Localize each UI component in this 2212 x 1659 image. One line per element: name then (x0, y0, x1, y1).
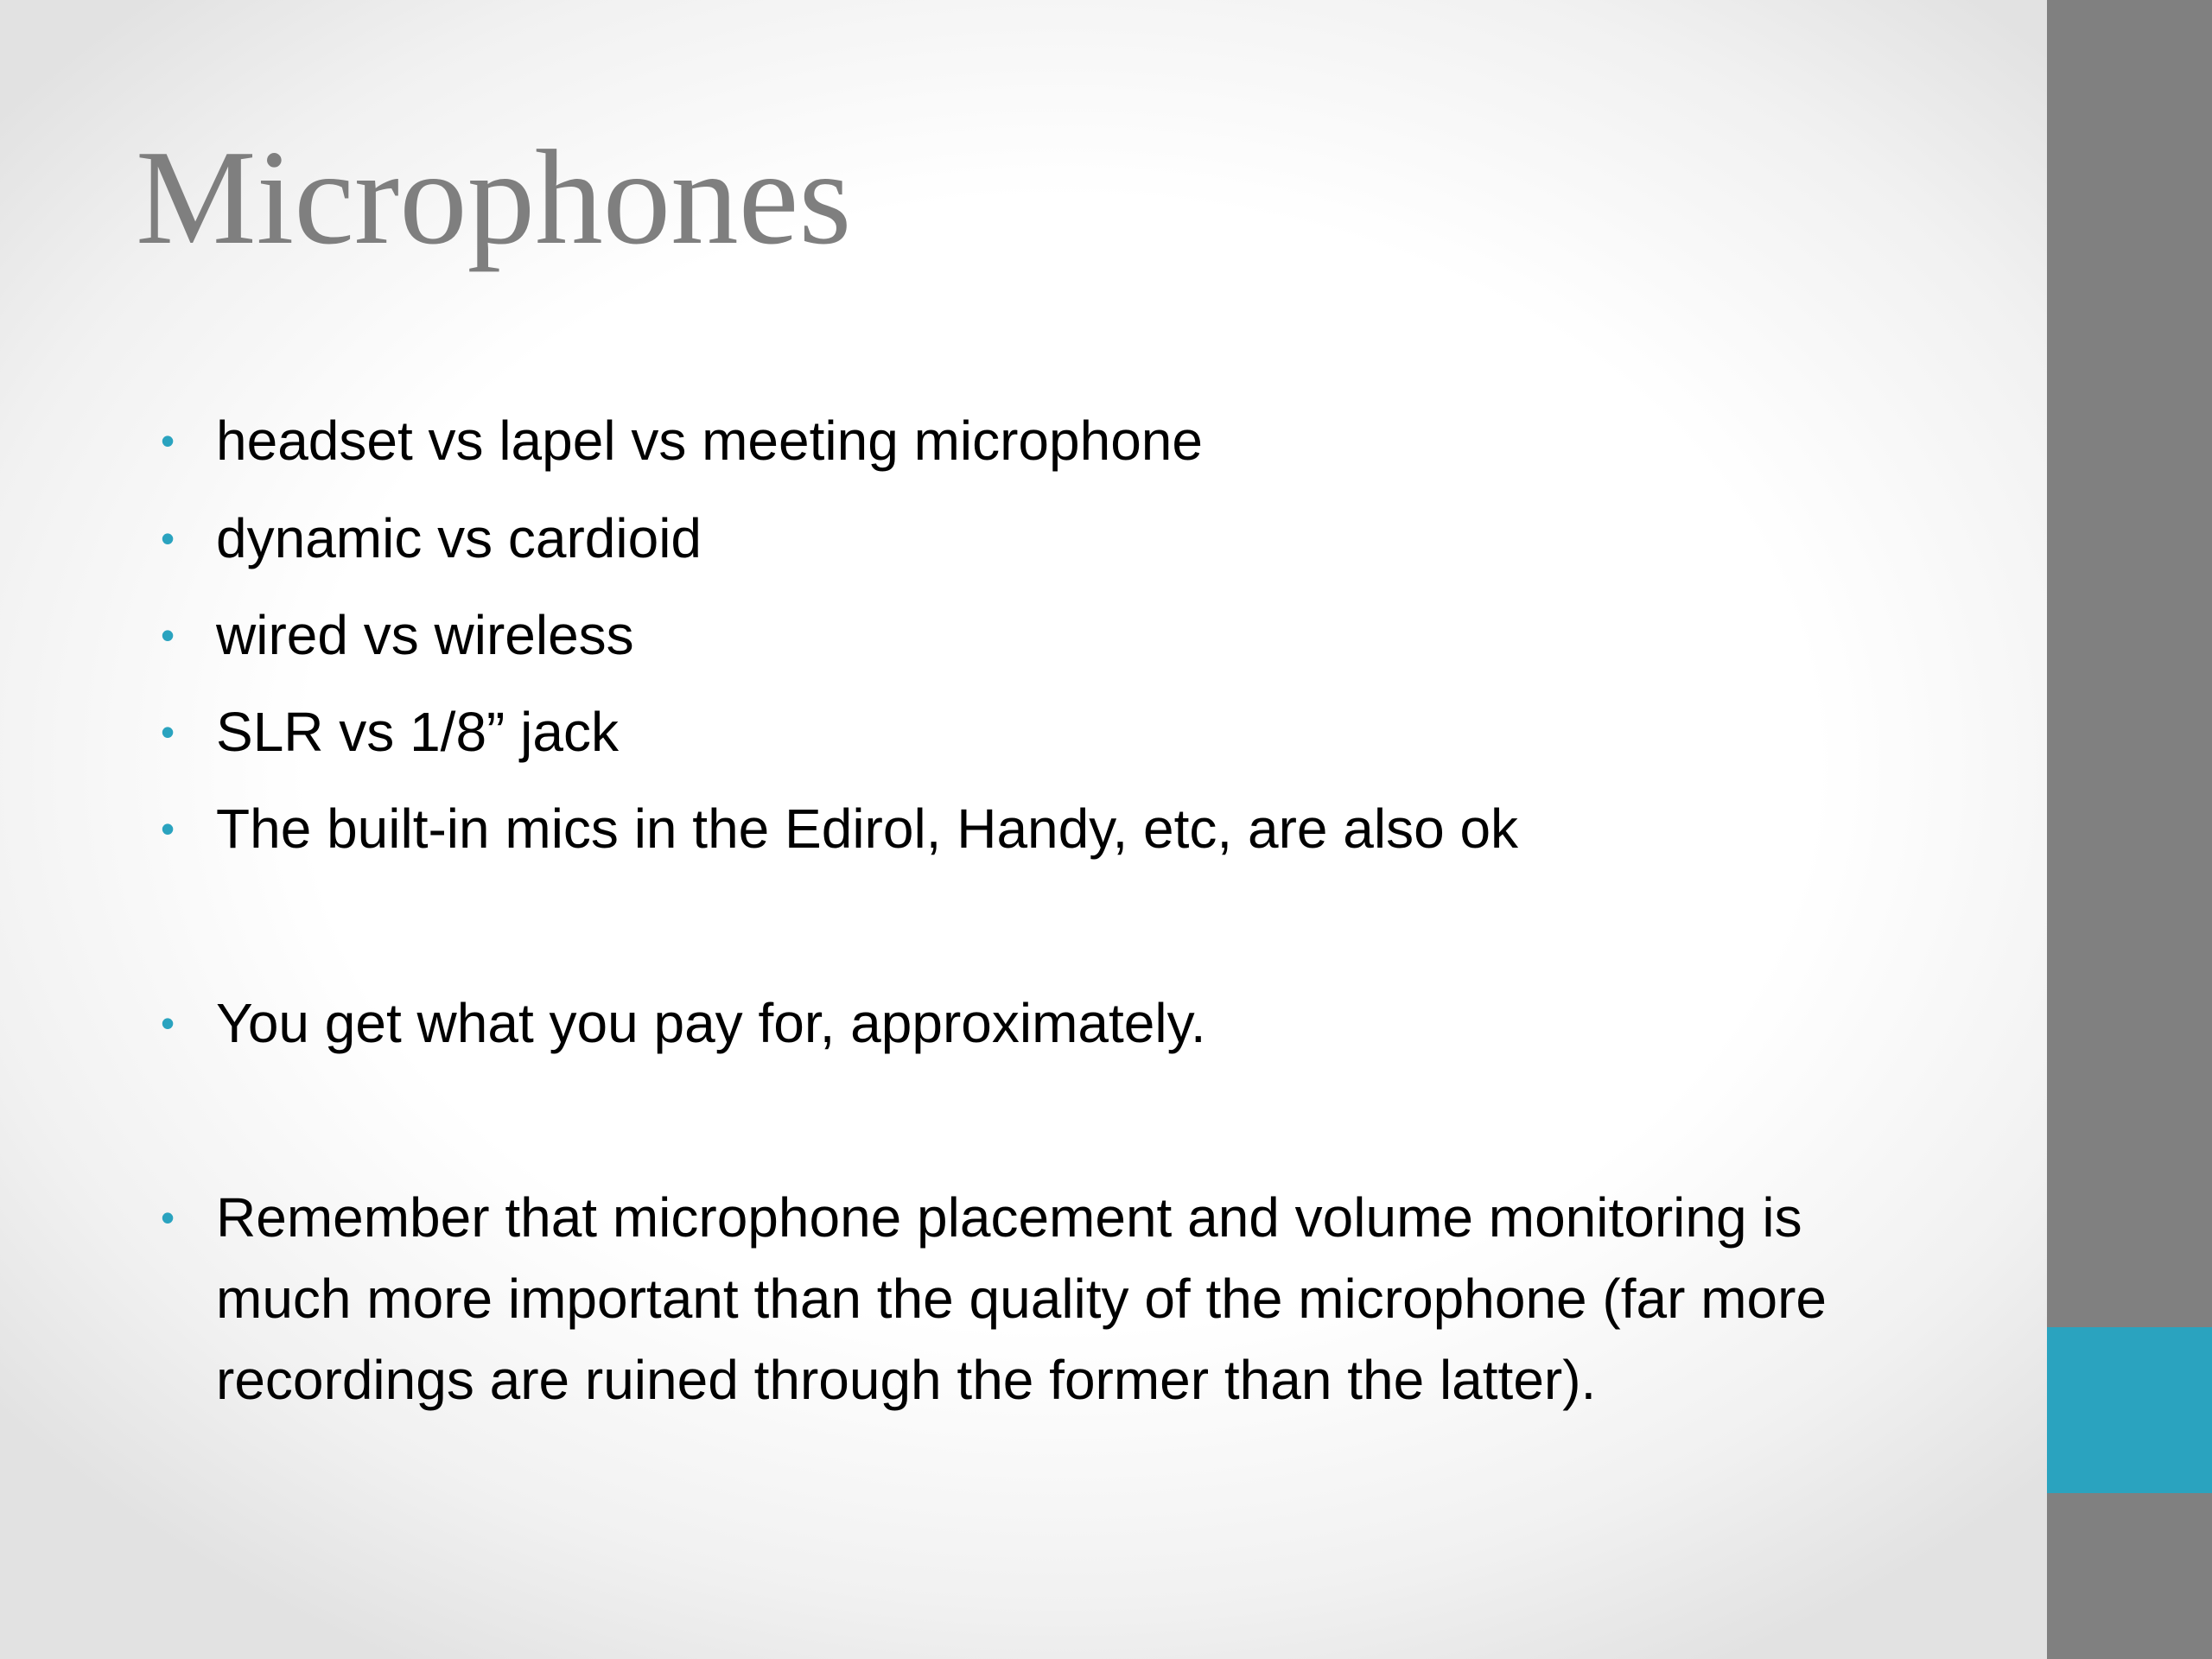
bullet-icon: • (161, 1195, 175, 1240)
bullet-text: The built-in mics in the Edirol, Handy, etc, are also ok (216, 798, 1519, 860)
bullet-item-pay (161, 982, 1923, 1064)
bullet-text: headset vs lapel vs meeting microphone (216, 410, 1203, 472)
bullet-icon: • (161, 806, 175, 851)
bullet-item-headset (161, 400, 1923, 481)
bullet-icon: • (161, 418, 175, 463)
bullet-item-jack (161, 691, 1923, 772)
bullet-text: SLR vs 1/8” jack (216, 701, 619, 763)
bullet-item-wired (161, 594, 1923, 676)
side-accent-block (2047, 1327, 2212, 1493)
slide-title: Microphones (136, 122, 852, 272)
bullet-text: dynamic vs cardioid (216, 507, 702, 569)
bullet-icon: • (161, 613, 175, 658)
bullet-icon: • (161, 516, 175, 561)
bullet-text: Remember that microphone placement and volume monitoring is much more important than the quality of the microphone (far more recordings are ruined through the former than the latter). (216, 1186, 1827, 1411)
bullet-icon: • (161, 709, 175, 754)
bullet-text: You get what you pay for, approximately. (216, 992, 1206, 1054)
bullet-item-built-in-mics (161, 788, 1923, 869)
bullet-icon: • (161, 1001, 175, 1046)
bullet-text: wired vs wireless (216, 604, 634, 666)
bullet-item-dynamic (161, 498, 1923, 579)
bullet-item-placement (161, 1177, 1923, 1421)
